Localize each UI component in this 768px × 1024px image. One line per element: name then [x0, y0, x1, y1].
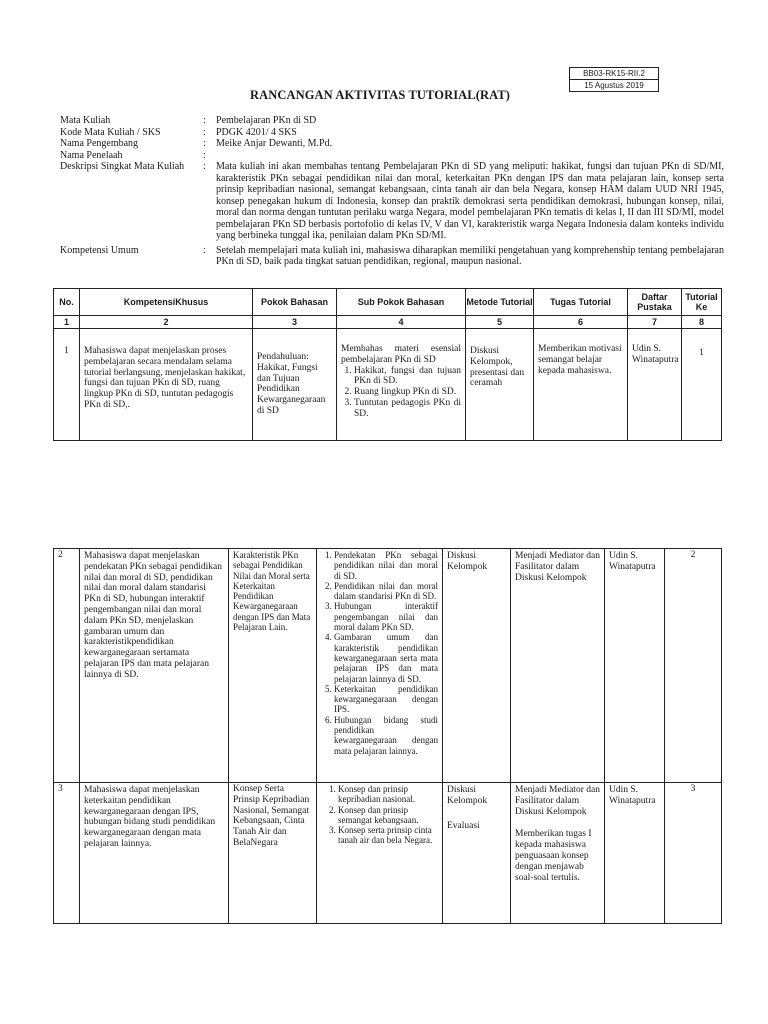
- tutorial-table-part-2: [53, 548, 722, 924]
- document-date: 15 Agustus 2019: [569, 79, 659, 92]
- header-pustaka: Daftar Pustaka: [628, 289, 682, 316]
- header-tutorial-ke: Tutorial Ke: [682, 289, 722, 316]
- header-sub-pokok-bahasan: Sub Pokok Bahasan: [337, 289, 466, 316]
- tutorial-table-part-1: [53, 288, 722, 441]
- meta-row-pengembang: Nama Pengembang : Meike Anjar Dewanti, M.Pd.: [60, 138, 333, 149]
- header-metode: Metode Tutorial: [466, 289, 534, 316]
- sub-topic-list: 1. Hakikat, fungsi dan tujuan PKn di SD. 2. Ruang lingkup PKn di SD. 3. Tuntutan pedagogis PKn di SD.: [341, 366, 461, 420]
- meta-row-kode: Kode Mata Kuliah / SKS : PDGK 4201/ 4 SKS: [60, 126, 297, 138]
- table-row: 2 Mahasiswa dapat menjelaskan pendekatan PKn sebagai pendidikan nilai dan moral di SD, pendidikan nilai dan moral dalam standarisi PKn di SD, hubungan interaktif pengembangan nilai dan moral dalam PKn SD, menjelaskan gambaran umum dan karakteristikpendidikan kewarganegaraan sertamata pelajaran IPS dan mata pelajaran lainnya di SD. Karakteristik PKn sebagai Pendidikan Nilai dan Moral serta Keterkaitan Pendidikan Kewarganegaraan dengan IPS dan Mata Pelajaran Lain. 1. Pendekatan PKn sebagai pendidikan nilai dan moral di SD. 2. Pendidikan nilai dan moral dalam standarisi PKn di SD. 3. Hubungan interaktif pengembangan nilai dan moral dalam PKn SD. 4. Gambaran umum dan karakteristik pendidikan kewarganegaraan serta mata pelajaran IPS dan mata pelajaran lainnya di SD. 5. Keterkaitan pendidikan kewarganegaraan dengan IPS. 6. Hubungan bidang studi pendidikan kewarganegaraan dengan mata pelajaran lainnya. Diskusi Kelompok Menjadi Mediator dan Fasilitator dalam Diskusi Kelompok Udin S. Winataputra 2: [54, 549, 722, 783]
- meta-row-kompetensi-umum: Kompetensi Umum : Setelah mempelajari mata kuliah ini, mahasiswa diharapkan memiliki pengetahuan yang komprehenship tentang pembelajaran PKn di SD, baik pada tingkat satuan pendidikan, regional, maupun nasional.: [60, 244, 724, 267]
- sub-topic-list: 1. Pendekatan PKn sebagai pendidikan nilai dan moral di SD. 2. Pendidikan nilai dan moral dalam standarisi PKn di SD. 3. Hubungan interaktif pengembangan nilai dan moral dalam PKn SD. 4. Gambaran umum dan karakteristik pendidikan kewarganegaraan serta mata pelajaran IPS dan mata pelajaran lainnya di SD. 5. Keterkaitan pendidikan kewarganegaraan dengan IPS. 6. Hubungan bidang studi pendidikan kewarganegaraan dengan mata pelajaran lainnya.: [321, 550, 438, 756]
- column-number-row: 1 2 3 4 5 6 7 8: [54, 316, 722, 329]
- course-info: [60, 115, 724, 268]
- table-row: 3 Mahasiswa dapat menjelaskan keterkaitan pendidikan kewarganegaraan dengan IPS, hubungan bidang studi pendidikan kewarganegaraan dengan mata pelajaran lainnya. Konsep Serta Prinsip Kepribadian Nasional, Semangat Kebangsaan, Cinta Tanah Air dan BelaNegara 1. Konsep dan prinsip kepribadian nasional. 2. Konsep dan prinsip semangat kebangsaan. 3. Konsep serta prinsip cinta tanah air dan bela Negara. Diskusi Kelompok Evaluasi Menjadi Mediator dan Fasilitator dalam Diskusi Kelompok Memberikan tugas I kepada mahasiswa penguasaan konsep dengan menjawab soal-soal tertulis. Udin S. Winataputra 3: [54, 783, 722, 924]
- header-no: No.: [54, 289, 80, 316]
- document-title: RANCANGAN AKTIVITAS TUTORIAL(RAT): [249, 88, 511, 102]
- header-kompetensi: KompetensiKhusus: [80, 289, 253, 316]
- meta-row-mata-kuliah: Mata Kuliah : Pembelajaran PKn di SD: [60, 115, 317, 126]
- document-code: BB03-RK15-RII.2: [569, 67, 659, 80]
- meta-row-penelaah: Nama Penelaah :: [60, 149, 206, 161]
- table-row: 1 Mahasiswa dapat menjelaskan proses pembelajaran secara mendalam selama tutorial berlangsung, menjelaskan hakikat, fungsi dan tujuan PKn di SD, ruang lingkup PKn di SD, tuntutan pedagogis PKn di SD,. Pendahuluan: Hakikat, Fungsi dan Tujuan Pendidikan Kewarganegaraan di SD Membahas materi esensial pembelajaran PKn di SD 1. Hakikat, fungsi dan tujuan PKn di SD. 2. Ruang lingkup PKn di SD. 3. Tuntutan pedagogis PKn di SD. Diskusi Kelompok, presentasi dan ceramah Memberikan motivasi semangat belajar kepada mahasiswa. Udin S. Winataputra 1: [54, 329, 722, 441]
- table-header-row: [54, 289, 722, 316]
- meta-row-deskripsi: Deskripsi Singkat Mata Kuliah : Mata kuliah ini akan membahas tentang Pembelajaran PKn di SD yang meliputi: hakikat, fungsi dan tujuan PKn di SD/MI, karakteristik PKn sebagai pendidikan nilai dan moral, keterkaitan PKn dengan IPS dan mata pelajaran lain, konsep serta prinsip kepribadian nasional, semangat kebangsaan, cinta tanah air dan bela Negara, konsep HAM dalam UUD NRI 1945, konsep penegakan hukum di Indonesia, konsep dan praktik demokrasi serta pendidikan demokrasi, hubungan konsep, nilai, moral dan norma dengan tuntutan perilaku warga Negara, model pembelajaran PKn tematis di kelas I, II dan III SD/MI, model pembelajaran PKn SD berbasis portofolio di kelas IV, V dan VI, karakteristik warga Negara Indonesia dalam konteks individu yang berbineka tunggal ika, penilaian dalam PKn SD/MI.: [60, 161, 724, 241]
- header-tugas: Tugas Tutorial: [534, 289, 628, 316]
- header-pokok-bahasan: Pokok Bahasan: [253, 289, 337, 316]
- sub-topic-list: 1. Konsep dan prinsip kepribadian nasional. 2. Konsep dan prinsip semangat kebangsaan. 3. Konsep serta prinsip cinta tanah air dan bela Negara.: [321, 784, 438, 846]
